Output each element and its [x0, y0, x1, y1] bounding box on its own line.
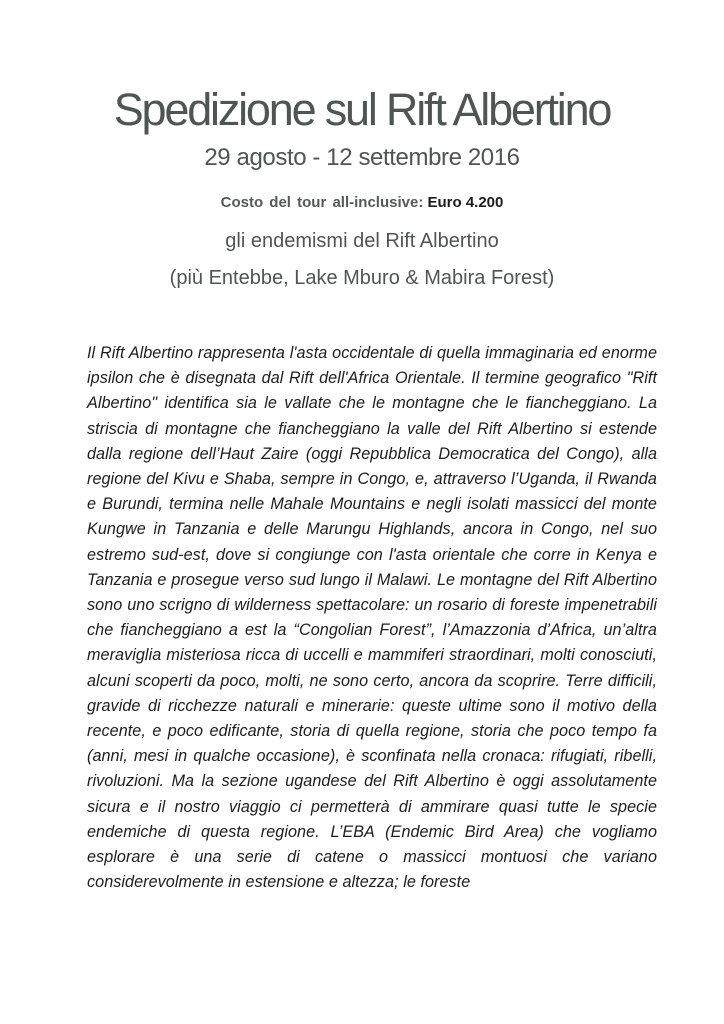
subtitle-extra: (più Entebbe, Lake Mburo & Mabira Forest) — [169, 267, 555, 289]
cost-label: Costo del tour all-inclusive: — [220, 194, 424, 211]
page-title: Spedizione sul Rift Albertino — [113, 84, 611, 135]
body-paragraph: Il Rift Albertino rappresenta l'asta occidentale di quella immaginaria ed enorme ipsilon che è disegnata dal Rift dell'Africa Orientale. Il termine geografico "Rift Albertino" identifica sia le vallate che le montagne che le fiancheggiano. La striscia di montagne che fiancheggiano la valle del Rift Albertino si estende dalla regione dell’Haut Zaire (oggi Repubblica Democratica del Congo), alla regione del Kivu e Shaba, sempre in Congo, e, attraverso l’Uganda, il Rwanda e Burundi, termina nelle Mahale Mountains e negli isolati massicci del monte Kungwe in Tanzania e delle Marungu Highlands, ancora in Congo, nel suo estremo sud-est, dove si congiunge con l'asta orientale che corre in Kenya e Tanzania e prosegue verso sud lungo il Malawi. Le montagne del Rift Albertino sono uno scrigno di wilderness spettacolare: un rosario di foreste impenetrabili che fiancheggiano a est la “Congolian Forest”, l’Amazzonia d’Africa, un’altra meraviglia misteriosa ricca di uccelli e mammiferi straordinari, molti conosciuti, alcuni scoperti da poco, molti, ne sono certo, ancora da scoprire. Terre difficili, gravide di ricchezze naturali e minerarie: queste ultime sono il motivo della recente, e poco edificante, storia di quella regione, storia che poco tempo fa (anni, mesi in qualche occasione), è sconfinata nella cronaca: rifugiati, ribelli, rivoluzioni. Ma la sezione ugandese del Rift Albertino è oggi assolutamente sicura e il nostro viaggio ci permetterà di ammirare quasi tutte le specie endemiche di questa regione. L’EBA (Endemic Bird Area) che vogliamo esplorare è una serie di catene o massicci montuosi che variano considerevolmente in estensione e altezza; le foreste — [87, 344, 657, 892]
cost-value: Euro 4.200 — [427, 194, 504, 211]
tour-cost-line — [0, 194, 724, 212]
subtitle: gli endemismi del Rift Albertino — [225, 230, 499, 252]
tour-dates: 29 agosto - 12 settembre 2016 — [204, 144, 520, 171]
